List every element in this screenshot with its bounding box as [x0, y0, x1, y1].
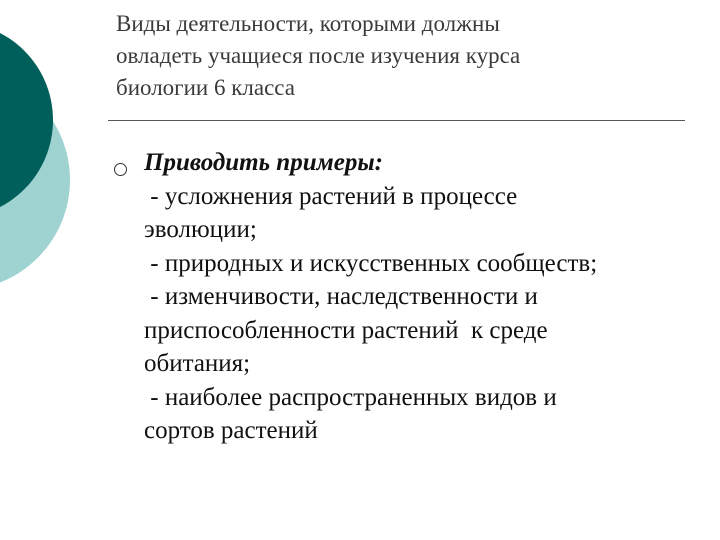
title-line: овладеть учащиеся после изучения курса — [116, 43, 521, 68]
bullet-line: - природных и искусственных сообществ; — [144, 249, 598, 277]
title-line: биологии 6 класса — [116, 75, 296, 100]
bullet-circle-icon — [114, 163, 127, 176]
bullet-content — [144, 146, 684, 448]
bullet-heading: Приводить примеры: — [144, 149, 383, 176]
bullet-line: - изменчивости, наследственности и — [144, 283, 538, 310]
bullet-line: эволюции; — [144, 216, 257, 243]
bullet-line: - наиболее распространенных видов и — [144, 383, 557, 411]
slide-title — [116, 8, 676, 104]
bullet-line: сортов растений — [144, 417, 318, 444]
bullet-line: обитания; — [144, 350, 251, 377]
decorative-circles — [0, 0, 120, 300]
bullet-line: - усложнения растений в процессе — [144, 182, 518, 210]
bullet-line: приспособленности растений к среде — [144, 316, 548, 344]
title-divider — [108, 120, 685, 121]
title-line: Виды деятельности, которыми должны — [116, 11, 500, 36]
